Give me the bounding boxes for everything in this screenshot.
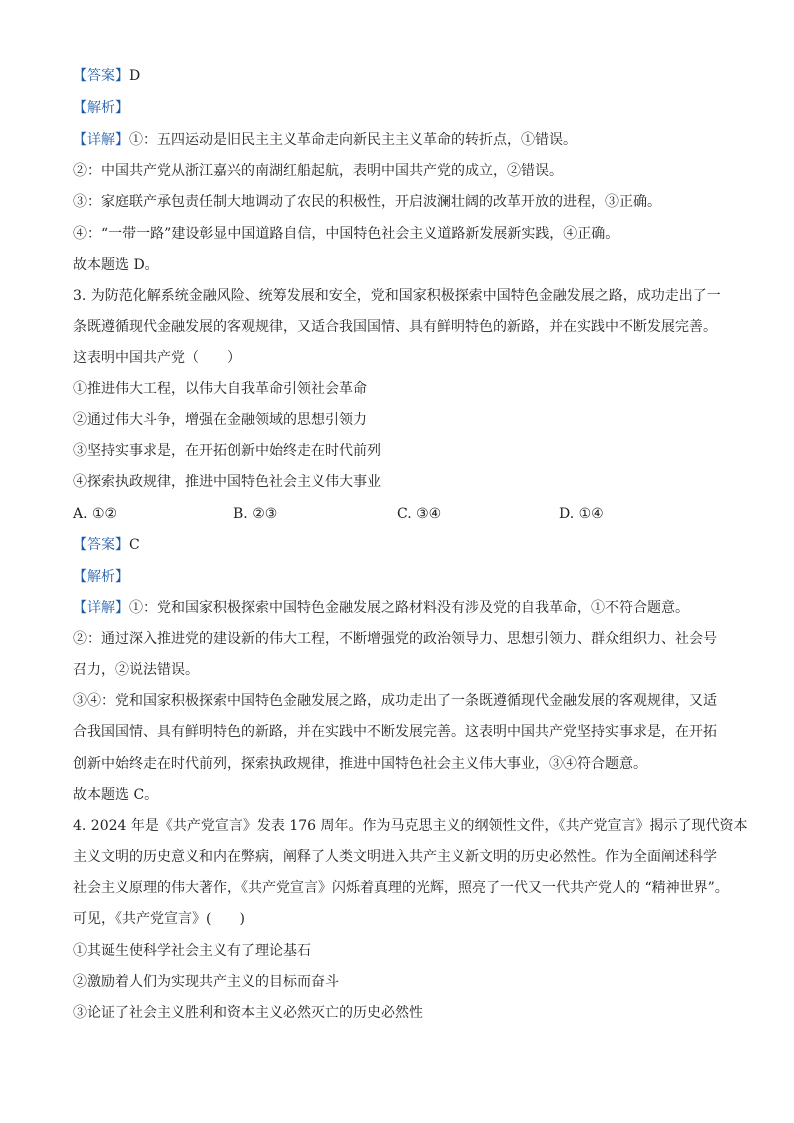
q3-detail-line-3: ③④：党和国家积极探索中国特色金融发展之路，成功走出了一条既遵循现代金融发展的客观规律，又适 — [73, 693, 717, 709]
answer-label: 【答案】 — [73, 68, 129, 84]
detail-text: ①：五四运动是旧民主主义革命走向新民主主义革命的转折点，①错误。 — [129, 132, 577, 148]
q4-statement-1: ①其诞生使科学社会主义有了理论基石 — [73, 943, 311, 959]
q4-stem-line-0: 4. 2024 年是《共产党宣言》发表 176 周年。作为马克思主义的纲领性文件，《共产党宣言》揭示了现代资本 — [73, 818, 748, 834]
q2-conclusion: 故本题选 D。 — [73, 257, 159, 273]
answer-label: 【答案】 — [73, 537, 129, 553]
detail-label: 【详解】 — [73, 132, 129, 148]
q4-stem-line-1: 主义文明的历史意义和内在弊病，阐释了人类文明进入共产主义新文明的历史必然性。作为全面阐述科学 — [73, 849, 717, 865]
q3-options — [73, 504, 734, 524]
q2-detail-line-1: ②：中国共产党从浙江嘉兴的南湖红船起航，表明中国共产党的成立，②错误。 — [73, 163, 563, 179]
q4-statement-3: ③论证了社会主义胜利和资本主义必然灭亡的历史必然性 — [73, 1005, 423, 1021]
q3-stem-line-1: 条既遵循现代金融发展的客观规律，又适合我国国情、具有鲜明特色的新路，并在实践中不断发展完善。 — [73, 319, 717, 335]
option-b: B. ②③ — [233, 506, 278, 522]
option-d: D. ①④ — [559, 506, 604, 522]
q3-analysis-label — [73, 567, 734, 587]
detail-label: 【详解】 — [73, 600, 129, 616]
q3-statement-4: ④探索执政规律，推进中国特色社会主义伟大事业 — [73, 474, 381, 490]
q2-answer-line — [73, 66, 734, 86]
analysis-label: 【解析】 — [73, 100, 129, 116]
q3-statement-1: ①推进伟大工程，以伟大自我革命引领社会革命 — [73, 381, 367, 397]
q2-detail-line-0 — [73, 130, 734, 150]
option-c: C. ③④ — [397, 506, 442, 522]
option-a: A. ①② — [73, 506, 118, 522]
q3-stem-line-2: 这表明中国共产党（ ） — [73, 350, 241, 366]
answer-value: C — [129, 537, 140, 553]
q3-detail-line-2: 召力，②说法错误。 — [73, 662, 199, 678]
q3-detail-line-4: 合我国国情、具有鲜明特色的新路，并在实践中不断发展完善。这表明中国共产党坚持实事求是，在开拓 — [73, 724, 717, 740]
q2-detail-line-3: ④：“一带一路”建设彰显中国道路自信，中国特色社会主义道路新发展新实践，④正确。 — [73, 226, 620, 242]
q3-detail-line-1: ②：通过深入推进党的建设新的伟大工程，不断增强党的政治领导力、思想引领力、群众组织力、社会号 — [73, 631, 717, 647]
q3-answer-line — [73, 535, 734, 555]
q3-statement-2: ②通过伟大斗争，增强在金融领域的思想引领力 — [73, 412, 367, 428]
q3-statement-3: ③坚持实事求是，在开拓创新中始终走在时代前列 — [73, 443, 381, 459]
detail-text: ①：党和国家积极探索中国特色金融发展之路材料没有涉及党的自我革命，①不符合题意。 — [129, 600, 689, 616]
q4-statement-2: ②激励着人们为实现共产主义的目标而奋斗 — [73, 974, 339, 990]
q2-analysis-label — [73, 98, 734, 118]
q4-stem-line-2: 社会主义原理的伟大著作，《共产党宣言》闪烁着真理的光辉，照亮了一代又一代共产党人的 “精神世界”。 — [73, 880, 729, 896]
analysis-label: 【解析】 — [73, 569, 129, 585]
q3-detail-line-0 — [73, 598, 734, 618]
q3-conclusion: 故本题选 C。 — [73, 787, 159, 803]
q2-detail-line-2: ③：家庭联产承包责任制大地调动了农民的积极性，开启波澜壮阔的改革开放的进程，③正确。 — [73, 194, 661, 210]
answer-value: D — [129, 68, 141, 84]
q3-stem-line-0: 3. 为防范化解系统金融风险、统筹发展和安全，党和国家积极探索中国特色金融发展之路，成功走出了一 — [73, 288, 721, 304]
q3-detail-line-5: 创新中始终走在时代前列，探索执政规律，推进中国特色社会主义伟大事业，③④符合题意。 — [73, 756, 647, 772]
q4-stem-line-3: 可见，《共产党宣言》( ) — [73, 911, 245, 927]
